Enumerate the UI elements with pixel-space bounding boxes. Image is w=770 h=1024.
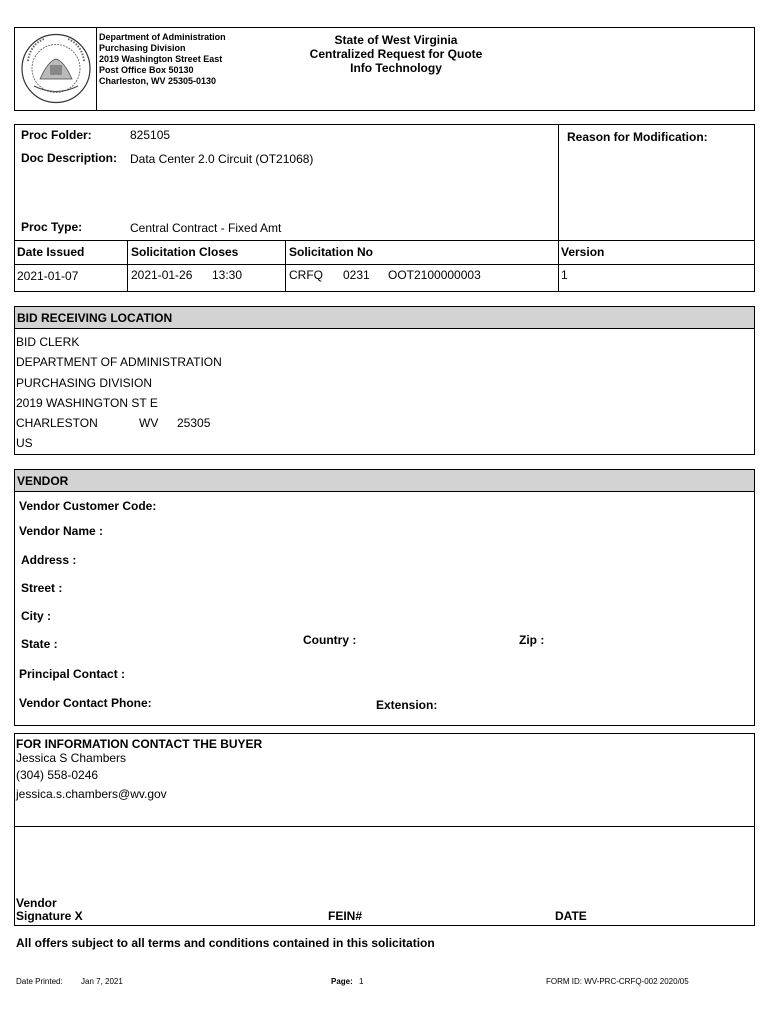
signature-vendor-line1: Vendor [16,896,57,910]
page-value: 1 [359,977,364,986]
sol-type: CRFQ [289,268,323,282]
vendor-customer-code-label: Vendor Customer Code: [19,499,157,513]
bid-line-2: DEPARTMENT OF ADMINISTRATION [16,355,222,369]
header-divider [96,27,97,111]
address-line: Charleston, WV 25305-0130 [99,76,217,86]
signature-vendor-line2: Signature X [16,909,83,923]
vendor-zip-label: Zip : [519,633,545,647]
closes-time: 13:30 [212,268,243,282]
proc-table-mid [14,264,755,265]
proc-type-value: Central Contract - Fixed Amt [130,221,282,235]
buyer-header: FOR INFORMATION CONTACT THE BUYER [16,737,263,751]
buyer-divider [14,826,755,827]
vendor-contact-phone-label: Vendor Contact Phone: [19,696,152,710]
version-value: 1 [561,268,568,282]
proc-reason-divider [558,124,559,292]
address-line: 2019 Washington Street East [99,54,223,64]
sol-number: OOT2100000003 [388,268,481,282]
bid-location-header-line [14,328,755,329]
date-issued-label: Date Issued [17,245,85,259]
fein-label: FEIN# [328,909,363,923]
closes-label: Solicitation Closes [131,245,239,259]
signature-date-label: DATE [555,909,587,923]
bid-line-4: 2019 WASHINGTON ST E [16,396,158,410]
date-printed-label: Date Printed: [16,977,63,986]
state-seal-icon [20,31,92,106]
form-id: FORM ID: WV-PRC-CRFQ-002 2020/05 [546,977,689,986]
vendor-country-label: Country : [303,633,357,647]
buyer-email: jessica.s.chambers@wv.gov [16,787,167,801]
terms-notice: All offers subject to all terms and conditions contained in this solicitation [16,936,435,950]
reason-label: Reason for Modification: [567,130,708,144]
header-address [99,32,226,87]
bid-zip: 25305 [177,416,211,430]
vendor-header: VENDOR [17,474,69,488]
bid-country: US [16,436,33,450]
title-line: State of West Virginia [334,33,458,47]
proc-col-divider [285,240,286,292]
header-title [286,33,506,75]
bid-line-1: BID CLERK [16,335,80,349]
title-line: Info Technology [350,61,442,75]
buyer-phone: (304) 558-0246 [16,768,99,782]
vendor-name-label: Vendor Name : [19,524,104,538]
date-printed-value: Jan 7, 2021 [81,977,123,986]
sol-agency: 0231 [343,268,370,282]
title-line: Centralized Request for Quote [309,47,483,61]
vendor-principal-contact-label: Principal Contact : [19,667,126,681]
vendor-extension-label: Extension: [376,698,438,712]
vendor-address-label: Address : [21,553,77,567]
address-line: Purchasing Division [99,43,186,53]
buyer-name: Jessica S Chambers [16,751,127,765]
doc-desc-label: Doc Description: [21,151,118,165]
bid-city: CHARLESTON [16,416,98,430]
vendor-street-label: Street : [21,581,63,595]
closes-date: 2021-01-26 [131,268,193,282]
address-line: Post Office Box 50130 [99,65,194,75]
vendor-state-label: State : [21,637,58,651]
doc-desc-value: Data Center 2.0 Circuit (OT21068) [130,152,314,166]
proc-type-label: Proc Type: [21,220,83,234]
address-line: Department of Administration [99,32,226,42]
solicitation-label: Solicitation No [289,245,373,259]
vendor-header-line [14,491,755,492]
bid-line-3: PURCHASING DIVISION [16,376,153,390]
bid-location-header: BID RECEIVING LOCATION [17,311,173,325]
version-label: Version [561,245,605,259]
proc-col-divider [127,240,128,292]
proc-table-top [14,240,755,241]
vendor-city-label: City : [21,609,51,623]
bid-state: WV [139,416,159,430]
date-issued-value: 2021-01-07 [17,269,79,283]
proc-folder-label: Proc Folder: [21,128,92,142]
proc-folder-value: 825105 [130,128,171,142]
page-label: Page: [331,977,353,986]
proc-box [14,124,755,292]
